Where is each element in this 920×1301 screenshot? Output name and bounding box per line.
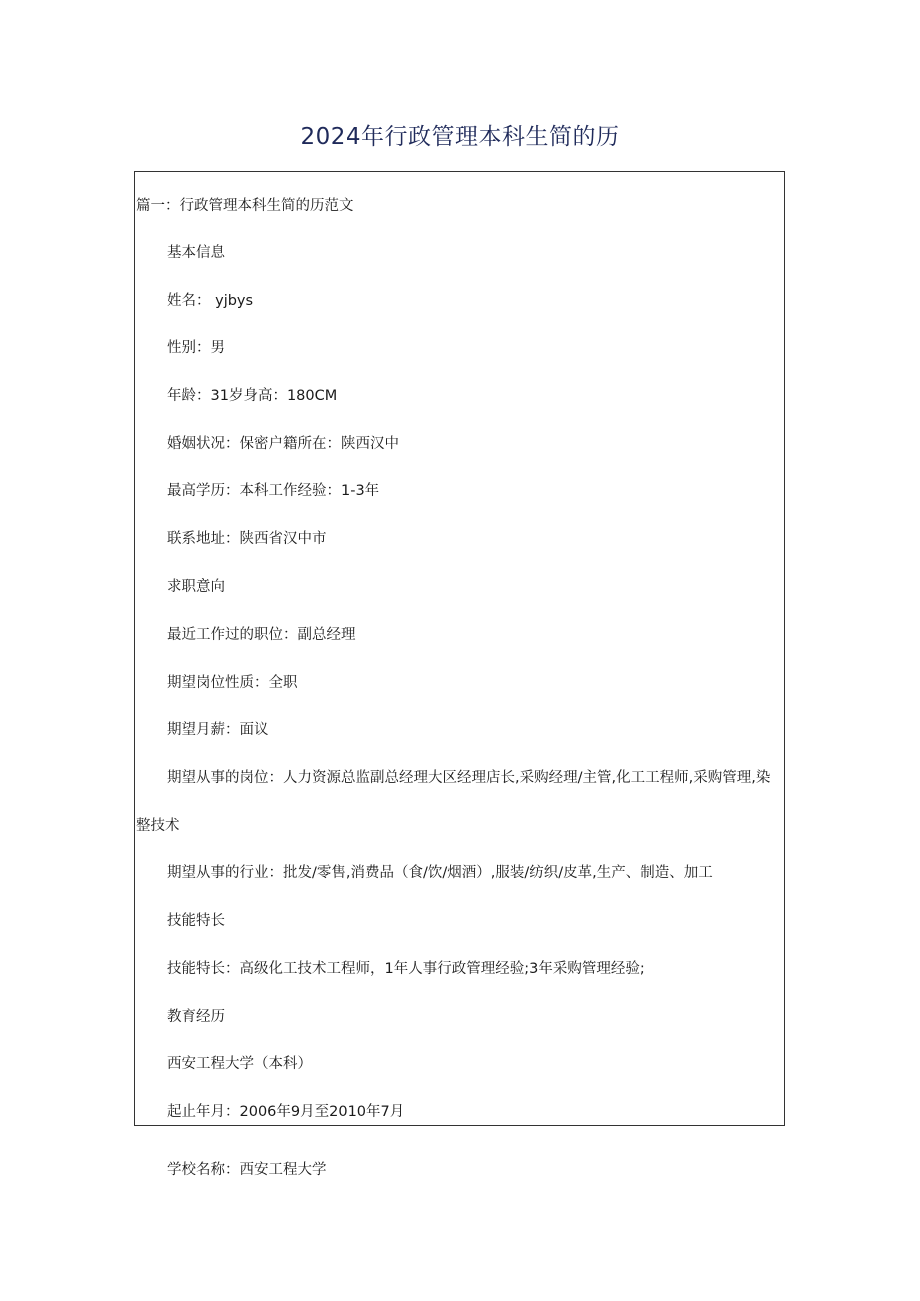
content-frame [134, 171, 785, 1126]
field-study-period: 起止年月：2006年9月至2010年7月 [167, 1104, 405, 1120]
subsection-basic-info: 基本信息 [167, 245, 225, 261]
field-gender: 性别：男 [167, 340, 225, 356]
field-job-type: 期望岗位性质：全职 [167, 675, 298, 691]
field-marital-origin: 婚姻状况：保密户籍所在：陕西汉中 [167, 436, 399, 452]
field-skills: 技能特长：高级化工技术工程师，1年人事行政管理经验;3年采购管理经验; [167, 961, 645, 977]
field-salary: 期望月薪：面议 [167, 722, 269, 738]
section-heading: 篇一：行政管理本科生简的历范文 [136, 198, 354, 214]
field-desired-positions-continued: 整技术 [136, 818, 180, 834]
field-age-height: 年龄：31岁身高：180CM [167, 388, 338, 404]
subsection-education: 教育经历 [167, 1009, 225, 1025]
subsection-skills: 技能特长 [167, 913, 225, 929]
field-school-name: 学校名称：西安工程大学 [167, 1162, 327, 1178]
field-desired-industries: 期望从事的行业：批发/零售,消费品（食/饮/烟酒）,服装/纺织/皮革,生产、制造、加工 [167, 865, 713, 881]
field-name: 姓名： yjbys [167, 293, 254, 309]
field-recent-position: 最近工作过的职位：副总经理 [167, 627, 356, 643]
subsection-job-intention: 求职意向 [167, 579, 225, 595]
field-education-experience: 最高学历：本科工作经验：1-3年 [167, 483, 380, 499]
field-desired-positions: 期望从事的岗位：人力资源总监副总经理大区经理店长,采购经理/主管,化工工程师,采购管理,染 [167, 770, 771, 786]
field-address: 联系地址：陕西省汉中市 [167, 531, 327, 547]
field-school-degree: 西安工程大学（本科） [167, 1056, 312, 1072]
document-title: 2024年行政管理本科生简的历 [300, 124, 620, 150]
